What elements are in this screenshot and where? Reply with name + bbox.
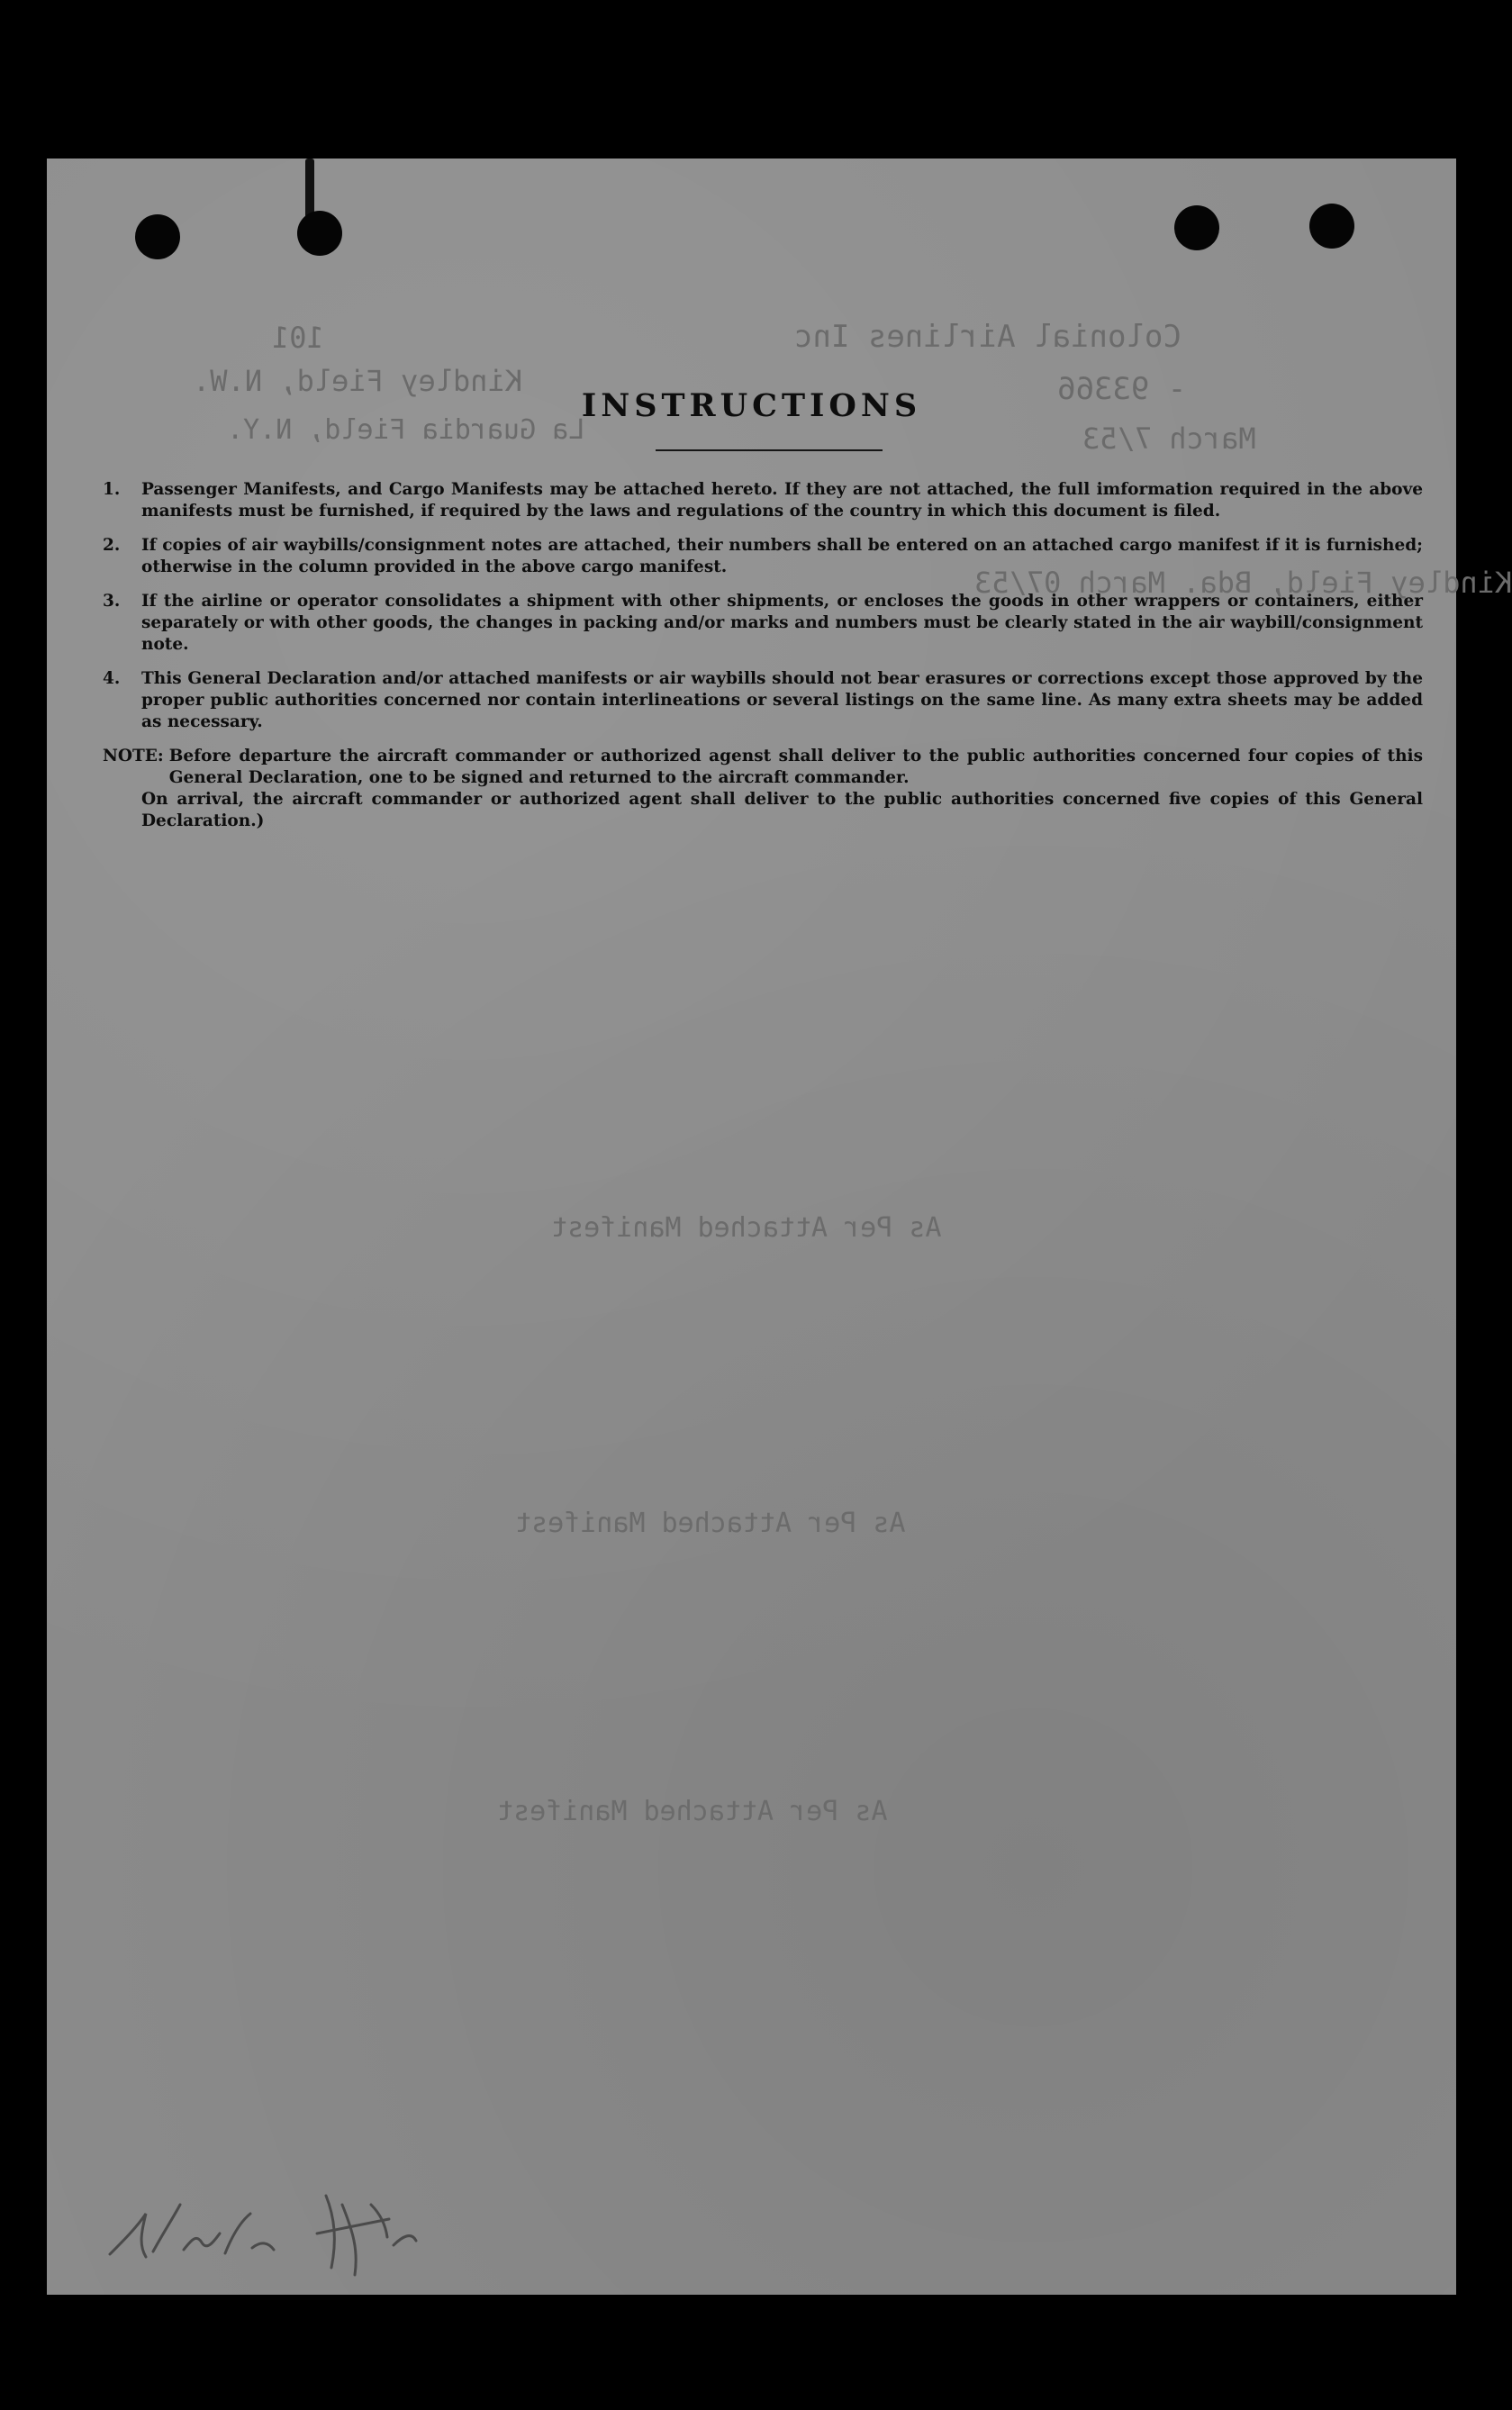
item-text: This General Declaration and/or attached manifests or air waybills should not bear erasures or corrections except those approved by the proper public authorities concerned nor contain interlineations or several listings on the same line. As many extra sheets may be added as necessary.: [141, 669, 1423, 731]
note-text: On arrival, the aircraft commander or authorized agent shall deliver to the public authorities concerned five copies of this General Declaration.): [141, 790, 1423, 830]
bleed-through-line: 101: [272, 321, 324, 355]
item-number: 4.: [103, 669, 121, 688]
punch-hole-icon: [1309, 204, 1354, 249]
item-number: 1.: [103, 480, 121, 499]
punch-hole-icon: [297, 211, 342, 256]
bleed-through-line: - 93366: [1057, 371, 1187, 407]
item-text: If the airline or operator consolidates a shipment with other shipments, or encloses the goods in other wrappers or containers, either separately or with other goods, the changes in packing and/or marks and numbers must be clearly stated in the air waybill/consignment note.: [141, 592, 1423, 654]
bleed-through-line: March 7/53: [1082, 421, 1256, 456]
staple-icon: [305, 159, 314, 218]
bleed-through-line: As Per Attached Manifest: [497, 1796, 888, 1827]
bleed-through-line: La Guardia Field, N.Y.: [227, 414, 585, 446]
bleed-through-line: Colonial Airlines Inc: [794, 319, 1182, 355]
list-item: [103, 591, 1423, 656]
document-page: [47, 159, 1512, 2295]
item-number: 2.: [103, 536, 121, 555]
punch-hole-icon: [1174, 205, 1219, 250]
item-text: If copies of air waybills/consignment notes are attached, their numbers shall be entered on an attached cargo manifest if it is furnished; otherwise in the column provided in the above cargo manifest.: [141, 536, 1423, 576]
title-underline: [656, 449, 883, 451]
bleed-through-line: Kindley Field, Bda. March 07/53: [974, 566, 1512, 600]
note-label: NOTE:: [103, 747, 164, 766]
item-text: Passenger Manifests, and Cargo Manifests may be attached hereto. If they are not attached, the full imformation required in the above manifests must be furnished, if required by the laws and regulations of the country in which this document is filed.: [141, 480, 1423, 521]
handwritten-signature: [101, 2178, 533, 2277]
note-block: [103, 746, 1423, 832]
punch-hole-icon: [135, 214, 180, 259]
note-text: Before departure the aircraft commander or authorized agenst shall deliver to the public authorities concerned four copies of this General Declaration, one to be signed and returned to the aircraft commander.: [168, 747, 1423, 787]
instructions-list: [103, 479, 1423, 832]
item-number: 3.: [103, 592, 121, 611]
list-item: [103, 479, 1423, 522]
list-item: [103, 668, 1423, 733]
bleed-through-line: Kindley Field, N.W.: [193, 364, 523, 398]
list-item: [103, 535, 1423, 578]
page-title: INSTRUCTIONS: [581, 387, 922, 424]
bleed-through-line: As Per Attached Manifest: [515, 1508, 906, 1539]
bleed-through-line: As Per Attached Manifest: [551, 1212, 942, 1244]
